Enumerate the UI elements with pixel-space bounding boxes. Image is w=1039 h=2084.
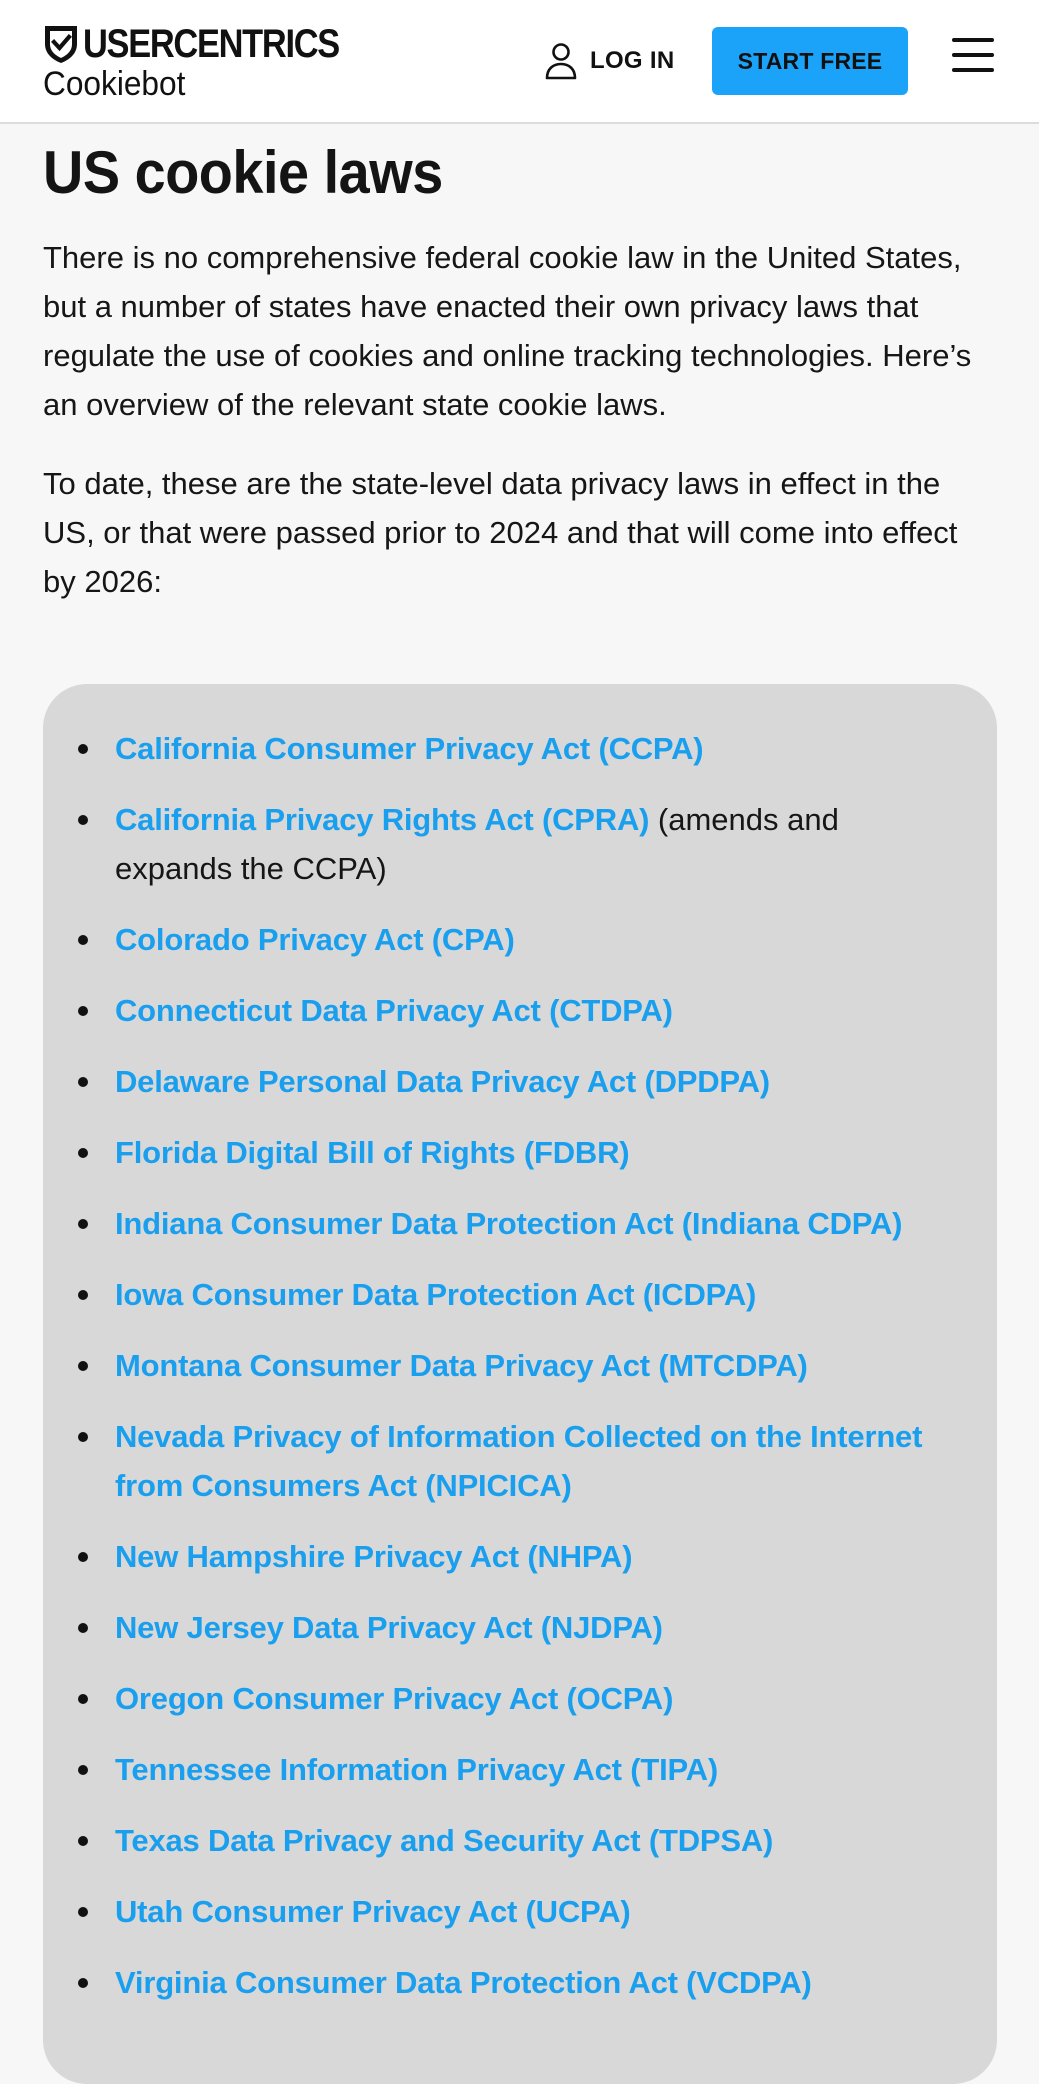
law-link[interactable]: Connecticut Data Privacy Act (CTDPA) bbox=[115, 993, 673, 1028]
law-link[interactable]: Delaware Personal Data Privacy Act (DPDPA) bbox=[115, 1064, 770, 1099]
law-link[interactable]: New Jersey Data Privacy Act (NJDPA) bbox=[115, 1610, 663, 1645]
state-laws-list bbox=[115, 724, 937, 2007]
list-item bbox=[115, 1603, 937, 1652]
list-item bbox=[115, 1745, 937, 1794]
brand-name: USERCENTRICS bbox=[83, 22, 339, 66]
law-link[interactable]: Texas Data Privacy and Security Act (TDPSA) bbox=[115, 1823, 774, 1858]
law-link[interactable]: Indiana Consumer Data Protection Act (Indiana CDPA) bbox=[115, 1206, 903, 1241]
law-link[interactable]: New Hampshire Privacy Act (NHPA) bbox=[115, 1539, 633, 1574]
law-link[interactable]: Oregon Consumer Privacy Act (OCPA) bbox=[115, 1681, 674, 1716]
main-content bbox=[43, 124, 997, 606]
law-link[interactable]: Montana Consumer Data Privacy Act (MTCDPA) bbox=[115, 1348, 808, 1383]
menu-bar bbox=[952, 38, 994, 42]
law-link[interactable]: Utah Consumer Privacy Act (UCPA) bbox=[115, 1894, 631, 1929]
list-item bbox=[115, 1057, 937, 1106]
user-icon bbox=[544, 42, 578, 80]
law-link[interactable]: Colorado Privacy Act (CPA) bbox=[115, 922, 515, 957]
menu-bar bbox=[952, 53, 994, 57]
laws-intro-paragraph: To date, these are the state-level data privacy laws in effect in the US, or that were passed prior to 2024 and that will come into effect by 2026: bbox=[43, 466, 958, 599]
intro-paragraph: There is no comprehensive federal cookie law in the United States, but a number of states have enacted their own privacy laws that regulate the use of cookies and online tracking technologies. Here’s an overview of the relevant state cookie laws. bbox=[43, 240, 972, 422]
list-item bbox=[115, 1887, 937, 1936]
start-free-button[interactable]: START FREE bbox=[712, 27, 908, 95]
list-item bbox=[115, 724, 937, 773]
shield-check-icon bbox=[43, 24, 79, 64]
list-item bbox=[115, 1532, 937, 1581]
law-link[interactable]: California Privacy Rights Act (CPRA) bbox=[115, 802, 650, 837]
page-title: US cookie laws bbox=[43, 139, 443, 206]
list-item bbox=[115, 915, 937, 964]
login-label: LOG IN bbox=[590, 47, 675, 74]
list-item bbox=[115, 1199, 937, 1248]
menu-bar bbox=[952, 68, 994, 72]
login-link[interactable] bbox=[544, 38, 674, 84]
list-item bbox=[115, 1816, 937, 1865]
usercentrics-cookiebot-logo[interactable] bbox=[43, 22, 381, 102]
law-link[interactable]: California Consumer Privacy Act (CCPA) bbox=[115, 731, 704, 766]
law-link[interactable]: Iowa Consumer Data Protection Act (ICDPA) bbox=[115, 1277, 757, 1312]
list-item bbox=[115, 1270, 937, 1319]
list-item bbox=[115, 986, 937, 1035]
hamburger-menu-icon[interactable] bbox=[950, 38, 996, 82]
law-note: (amends and expands the CCPA) bbox=[115, 802, 839, 886]
state-laws-box bbox=[43, 684, 997, 2084]
list-item bbox=[115, 795, 937, 893]
law-link[interactable]: Virginia Consumer Data Protection Act (VCDPA) bbox=[115, 1965, 812, 2000]
list-item bbox=[115, 1674, 937, 1723]
law-link[interactable]: Nevada Privacy of Information Collected on the Internet from Consumers Act (NPICICA) bbox=[115, 1419, 923, 1503]
list-item bbox=[115, 1128, 937, 1177]
logo-top-row bbox=[43, 22, 381, 66]
site-header bbox=[0, 0, 1039, 124]
law-link[interactable]: Tennessee Information Privacy Act (TIPA) bbox=[115, 1752, 718, 1787]
law-link[interactable]: Florida Digital Bill of Rights (FDBR) bbox=[115, 1135, 630, 1170]
product-name: Cookiebot bbox=[43, 65, 186, 103]
list-item bbox=[115, 1412, 937, 1510]
list-item bbox=[115, 1341, 937, 1390]
